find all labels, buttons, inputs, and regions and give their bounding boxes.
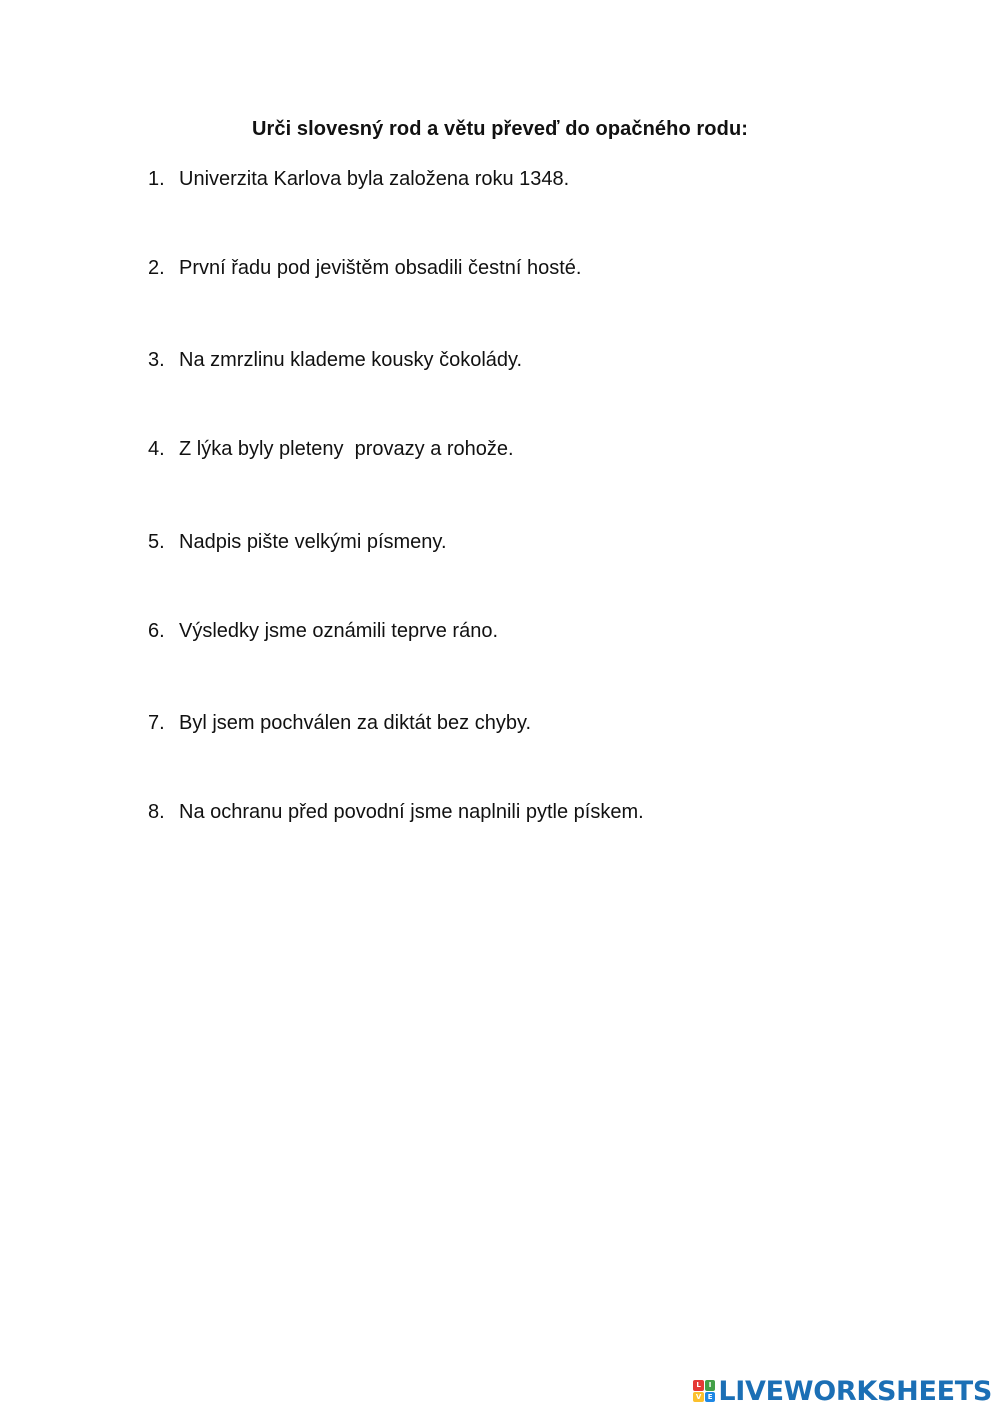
list-item	[148, 530, 447, 554]
list-item	[148, 167, 569, 191]
item-text: První řadu pod jevištěm obsadili čestní hosté.	[179, 257, 582, 279]
logo-mark-icon	[693, 1380, 715, 1402]
list-item	[148, 256, 581, 280]
logo-tile-e: E	[705, 1392, 716, 1403]
logo-text: LIVEWORKSHEETS	[718, 1375, 992, 1407]
item-number: 1.	[148, 168, 165, 190]
item-text: Na ochranu před povodní jsme naplnili pytle pískem.	[179, 801, 644, 823]
item-number: 4.	[148, 438, 165, 460]
item-number: 2.	[148, 257, 165, 279]
item-number: 8.	[148, 801, 165, 823]
item-number: 6.	[148, 620, 165, 642]
item-number: 7.	[148, 712, 165, 734]
item-text: Nadpis pište velkými písmeny.	[179, 531, 447, 553]
logo-tile-i: I	[705, 1380, 716, 1391]
list-item	[148, 348, 522, 372]
list-item	[148, 711, 531, 735]
item-text: Byl jsem pochválen za diktát bez chyby.	[179, 712, 532, 734]
list-item	[148, 437, 514, 461]
logo-tile-l: L	[693, 1380, 704, 1391]
item-text: Univerzita Karlova byla založena roku 1348.	[179, 168, 570, 190]
item-number: 5.	[148, 531, 165, 553]
item-text: Výsledky jsme oznámili teprve ráno.	[179, 620, 499, 642]
item-text: Z lýka byly pleteny provazy a rohože.	[179, 438, 514, 460]
list-item	[148, 800, 644, 824]
worksheet-title: Urči slovesný rod a větu převeď do opačného rodu:	[251, 118, 749, 140]
liveworksheets-logo	[693, 1375, 992, 1407]
list-item	[148, 619, 498, 643]
logo-tile-v: V	[693, 1392, 704, 1403]
item-text: Na zmrzlinu klademe kousky čokolády.	[179, 349, 523, 371]
item-number: 3.	[148, 349, 165, 371]
